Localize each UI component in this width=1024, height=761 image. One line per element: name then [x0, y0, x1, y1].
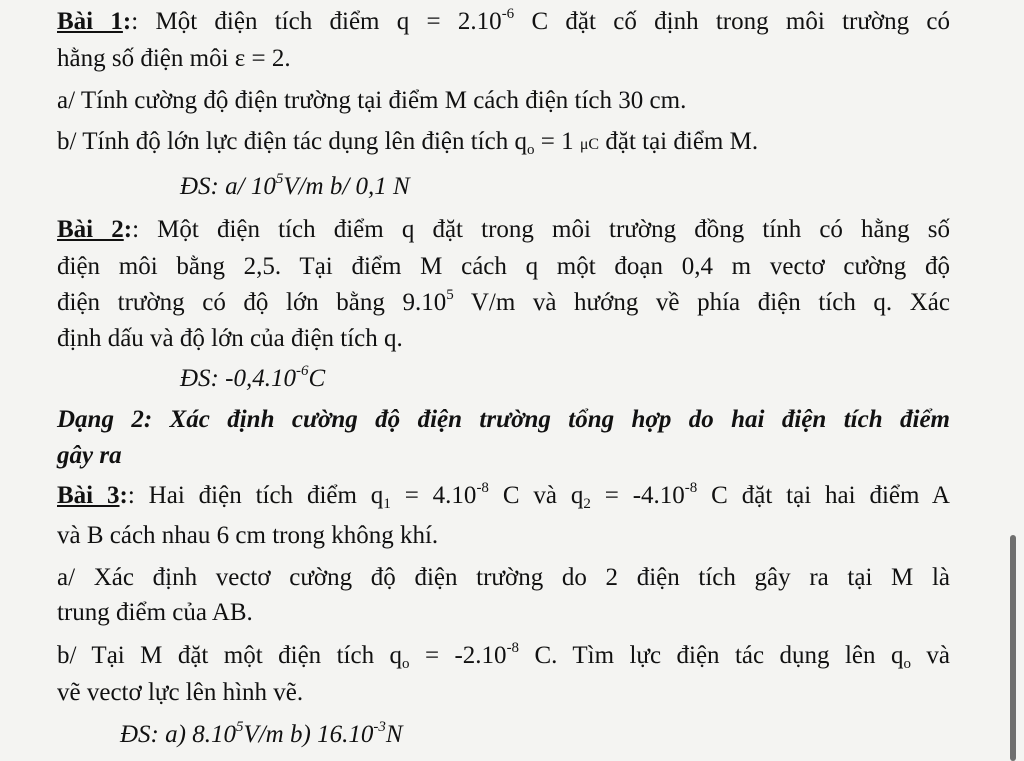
bai3-q1-sub: 1	[383, 496, 391, 512]
bai3-answer-a: ĐS: a) 8.10	[120, 721, 236, 748]
bai3-q2-val: = -4.10	[590, 482, 685, 509]
bai2-answer-exp: -6	[295, 363, 309, 379]
bai2-l3-text: điện trường có độ lớn bằng 9.10	[57, 289, 447, 316]
bai3-text: : Hai điện tích điểm q	[127, 482, 384, 509]
bai3-b1-exp: -8	[506, 640, 520, 656]
bai3-answer-mid: V/m b) 16.10	[243, 721, 374, 748]
bai2-answer-text: ĐS: -0,4.10	[180, 365, 296, 392]
bai1-b-subscript: o	[526, 142, 535, 158]
bai2-line2: điện môi bằng 2,5. Tại điểm M cách q một đoạn 0,4 m vectơ cường độ	[57, 253, 950, 280]
bai2-line4: định dấu và độ lớn của điện tích q.	[57, 325, 403, 352]
bai2-line1: Bài 2:: Một điện tích điểm q đặt trong môi trường đồng tính có hằng số	[57, 216, 950, 243]
bai1-question-b	[57, 127, 957, 160]
bai3-answer	[120, 720, 1020, 750]
bai2-l3-exp: 5	[446, 287, 454, 303]
bai3-answer-unit: N	[385, 721, 403, 748]
bai1-text: : Một điện tích điểm q = 2.10	[131, 8, 502, 35]
bai1-b-text: b/ Tính độ lớn lực điện tác dụng lên điện tích q	[57, 128, 527, 155]
bai2-line3	[57, 288, 950, 318]
bai3-q1-exp: -8	[476, 480, 489, 496]
bai3-b1-sub2: o	[903, 656, 911, 672]
bai2-text: : Một điện tích điểm q đặt trong môi trường đồng tính có hằng số	[132, 216, 950, 243]
bai1-line2: hằng số điện môi ε = 2.	[57, 45, 291, 72]
bai3-b1-tail: C. Tìm lực điện tác dụng lên q	[519, 642, 904, 669]
bai3-line1: Bài 3:: Hai điện tích điểm $q_1 = 4.10^{-8}$ C và $q_2 = -4.10^{-8}$ C đặt tại hai điểm A	[57, 480, 950, 512]
bai1-line1: Bài 1:: Một điện tích điểm $q = 2.10^{-6}$ C đặt cố định trong môi trường có	[57, 6, 950, 35]
bai1-b-unit: μC	[579, 136, 600, 153]
bai3-b1-end: và	[910, 642, 950, 669]
bai3-l1-tail: C đặt tại hai điểm A	[697, 482, 950, 509]
bai3-question-b1	[57, 641, 950, 671]
bai3-label: Bài 3	[57, 482, 120, 509]
bai3-mid: C và q	[488, 482, 584, 509]
bai3-line2: và B cách nhau 6 cm trong không khí.	[57, 522, 439, 549]
bai1-answer	[180, 172, 1024, 202]
bai1-answer-a: ĐS: a/ 10	[180, 173, 276, 200]
bai1-b-equals: = 1	[534, 128, 580, 155]
dang2-heading-line2: gây ra	[57, 442, 122, 469]
bai1-question-a: a/ Tính cường độ điện trường tại điểm M cách điện tích 30 cm.	[57, 87, 687, 114]
bai1-exponent: -6	[501, 6, 515, 22]
bai3-q1-val: = 4.10	[390, 482, 477, 509]
dang2-heading-line1: Dạng 2: Xác định cường độ điện trường tổng hợp do hai điện tích điểm	[57, 406, 950, 433]
bai2-l3-tail: V/m và hướng về phía điện tích q. Xác	[453, 289, 950, 316]
bai2-label: Bài 2	[57, 216, 124, 243]
bai3-b1-sub: o	[402, 656, 410, 672]
bai2-answer	[180, 364, 1024, 394]
bai3-q2-exp: -8	[684, 480, 698, 496]
bai1-answer-exp: 5	[275, 171, 284, 187]
bai3-answer-exp2: -3	[373, 719, 386, 735]
scrollbar[interactable]	[1010, 535, 1016, 761]
bai1-b-tail: đặt tại điểm M.	[599, 128, 759, 155]
bai1-text-tail: C đặt cố định trong môi trường có	[514, 8, 950, 35]
bai3-question-a1: a/ Xác định vectơ cường độ điện trường do 2 điện tích gây ra tại M là	[57, 564, 950, 591]
bai2-answer-unit: C	[308, 365, 326, 392]
bai3-b1-text: b/ Tại M đặt một điện tích q	[57, 642, 403, 669]
bai1-answer-tail: V/m b/ 0,1 N	[283, 173, 410, 200]
bai3-q2-sub: 2	[583, 496, 591, 512]
bai3-answer-exp1: 5	[235, 719, 244, 735]
bai3-question-a2: trung điểm của AB.	[57, 599, 253, 626]
bai3-question-b2: vẽ vectơ lực lên hình vẽ.	[57, 679, 304, 706]
bai3-b1-val: = -2.10	[409, 642, 507, 669]
bai1-label: Bài 1	[57, 8, 123, 35]
